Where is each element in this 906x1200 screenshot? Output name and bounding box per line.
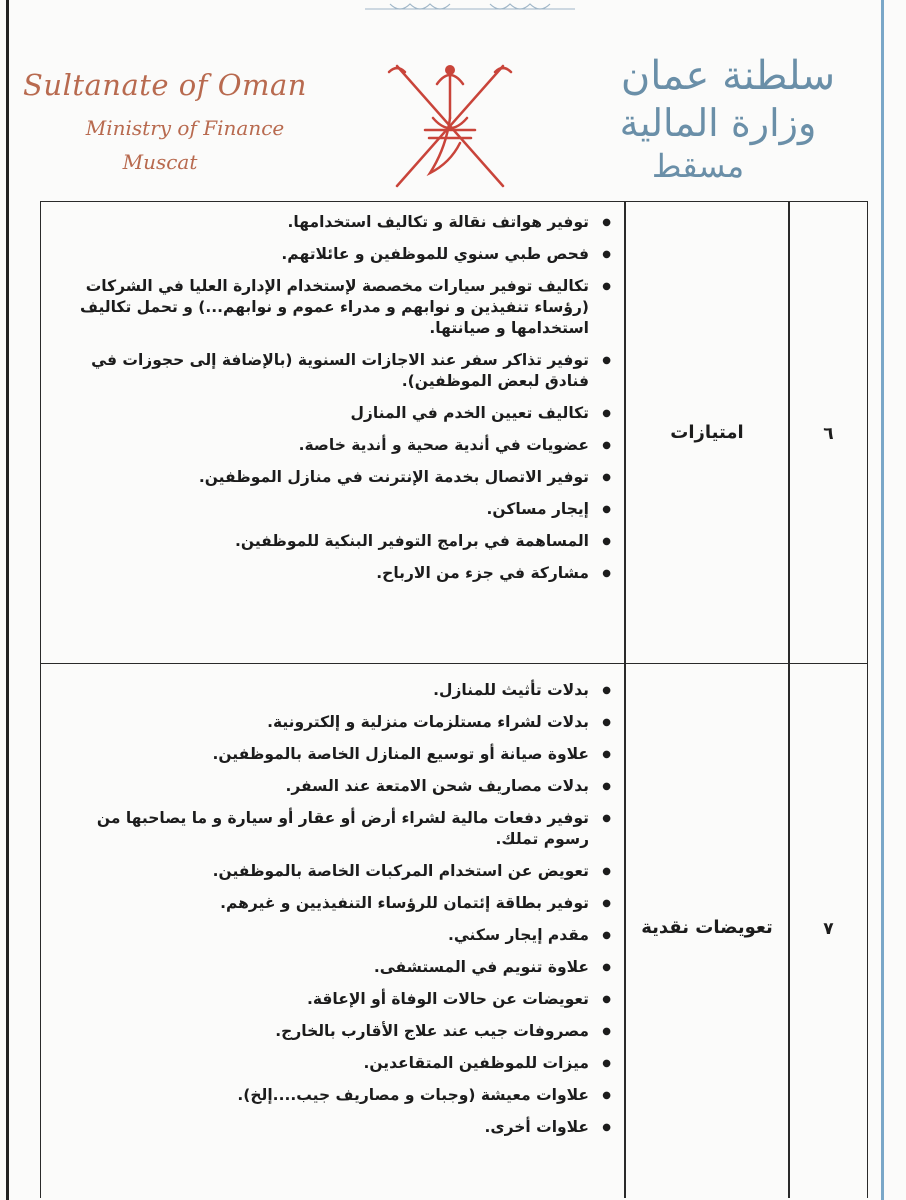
list-item: ● مقدم إيجار سكني. <box>53 925 611 946</box>
list-item: ● فحص طبي سنوي للموظفين و عائلاتهم. <box>53 244 611 265</box>
list-item: ● تعويضات عن حالات الوفاة أو الإعاقة. <box>53 989 611 1010</box>
list-item: ● عضويات في أندية صحية و أندية خاصة. <box>53 435 611 456</box>
english-ministry-name: Ministry of Finance <box>85 116 285 140</box>
oman-emblem-icon <box>375 58 525 193</box>
english-letterhead <box>23 68 320 174</box>
benefits-table <box>40 201 868 1198</box>
row-title: تعويضات نقدية <box>641 917 773 938</box>
list-item: ● إيجار مساكن. <box>53 499 611 520</box>
list-item: ● توفير الاتصال بخدمة الإنترنت في منازل الموظفين. <box>53 467 611 488</box>
page-left-border <box>6 0 9 1200</box>
list-item: ● المساهمة في برامج التوفير البنكية للموظفين. <box>53 531 611 552</box>
row-item-list <box>53 212 611 595</box>
list-item: ● بدلات لشراء مستلزمات منزلية و إلكترونية. <box>53 712 611 733</box>
row-number: ٦ <box>823 424 834 444</box>
table-row-cash-compensation <box>40 663 868 1198</box>
list-item: ● تعويض عن استخدام المركبات الخاصة بالموظفين. <box>53 861 611 882</box>
english-country-name: Sultanate of Oman <box>23 68 307 102</box>
row-title: امتيازات <box>670 422 744 443</box>
arabic-ministry-name: وزارة المالية <box>619 101 817 145</box>
list-item: ● تكاليف تعيين الخدم في المنازل <box>53 403 611 424</box>
arabic-letterhead <box>578 52 878 186</box>
list-item: ● بدلات تأثيث للمنازل. <box>53 680 611 701</box>
row-number: ٧ <box>823 919 834 939</box>
list-item: ● علاوات أخرى. <box>53 1117 611 1138</box>
list-item: ● توفير تذاكر سفر عند الاجازات السنوية (بالإضافة إلى حجوزات في فنادق لبعض الموظفين). <box>53 350 611 392</box>
top-ornament-icon <box>360 0 580 18</box>
list-item: ● ميزات للموظفين المتقاعدين. <box>53 1053 611 1074</box>
list-item: ● تكاليف توفير سيارات مخصصة لإستخدام الإدارة العليا في الشركات (رؤساء تنفيذين و نوابهم و مدراء عموم و نوابهم...) و تحمل تكاليف استخدامها و صيانتها. <box>53 276 611 339</box>
page-right-border <box>881 0 884 1200</box>
arabic-country-name: سلطنة عمان <box>620 53 836 99</box>
english-city-name: Muscat <box>122 150 198 174</box>
list-item: ● توفير دفعات مالية لشراء أرض أو عقار أو سيارة و ما يصاحبها من رسوم تملك. <box>53 808 611 850</box>
list-item: ● مشاركة في جزء من الارباح. <box>53 563 611 584</box>
list-item: ● علاوة صيانة أو توسيع المنازل الخاصة بالموظفين. <box>53 744 611 765</box>
list-item: ● مصروفات جيب عند علاج الأقارب بالخارج. <box>53 1021 611 1042</box>
list-item: ● توفير بطاقة إئتمان للرؤساء التنفيذيين و غيرهم. <box>53 893 611 914</box>
list-item: ● بدلات مصاريف شحن الامتعة عند السفر. <box>53 776 611 797</box>
list-item: ● علاوة تنويم في المستشفى. <box>53 957 611 978</box>
arabic-city-name: مسقط <box>651 147 745 185</box>
row-item-list <box>53 680 611 1149</box>
table-row-privileges <box>40 201 868 664</box>
list-item: ● علاوات معيشة (وجبات و مصاريف جيب....إلخ). <box>53 1085 611 1106</box>
list-item: ● توفير هواتف نقالة و تكاليف استخدامها. <box>53 212 611 233</box>
